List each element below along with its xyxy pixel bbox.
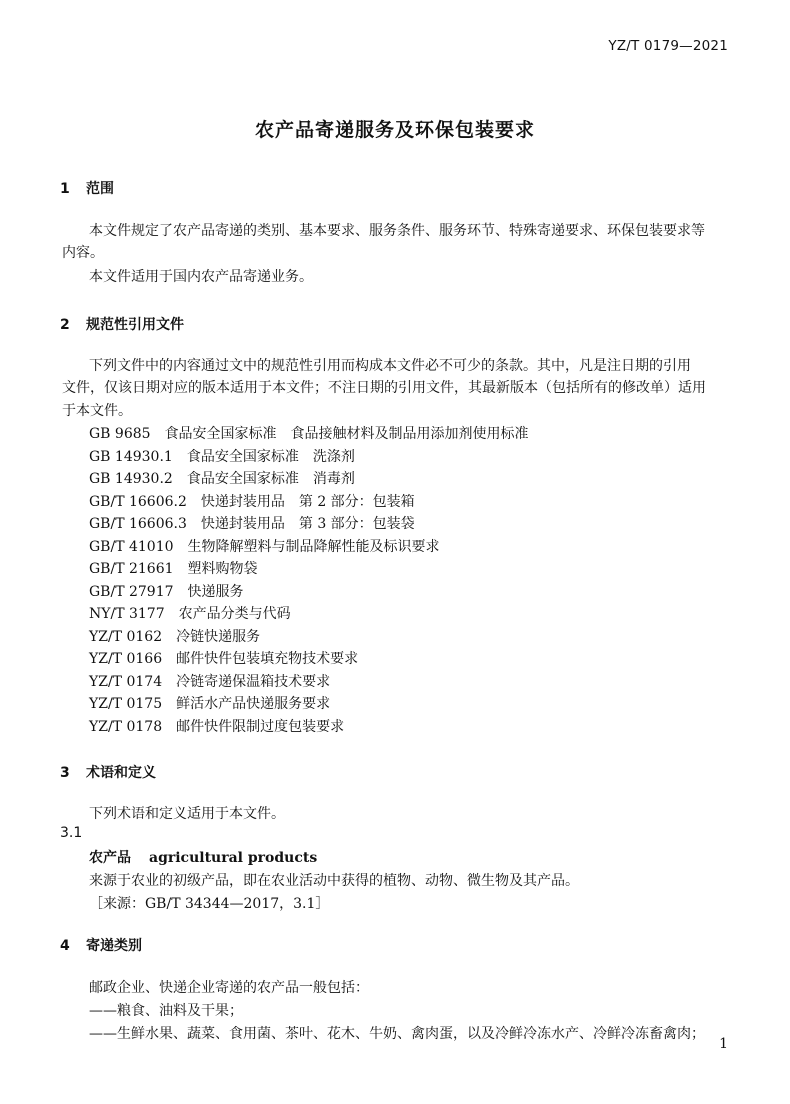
reference-item — [89, 446, 529, 469]
reference-item — [89, 468, 529, 491]
reference-title: 食品安全国家标准 食品接触材料及制品用添加剂使用标准 — [164, 426, 529, 442]
reference-code: NY/T 3177 — [89, 606, 165, 622]
reference-item — [89, 581, 529, 604]
term-english: agricultural products — [149, 850, 318, 866]
reference-item — [89, 536, 529, 559]
section-title: 寄递类别 — [86, 938, 142, 954]
category-item: ——粮食、油料及干果； — [89, 1003, 243, 1019]
term-heading — [89, 847, 317, 867]
section-number: 2 — [60, 317, 70, 333]
reference-title: 农产品分类与代码 — [178, 606, 291, 622]
reference-title: 塑料购物袋 — [187, 561, 258, 577]
reference-title: 食品安全国家标准 消毒剂 — [186, 471, 355, 487]
reference-item — [89, 603, 529, 626]
reference-item — [89, 671, 529, 694]
scope-paragraph-2: 本文件适用于国内农产品寄递业务。 — [89, 269, 313, 285]
references-intro-line-3: 于本文件。 — [62, 403, 132, 419]
reference-title: 食品安全国家标准 洗涤剂 — [186, 448, 355, 465]
reference-code: YZ/T 0166 — [89, 651, 163, 667]
section-number: 1 — [60, 181, 70, 197]
term-chinese: 农产品 — [89, 850, 131, 866]
reference-item — [89, 423, 529, 446]
section-1-heading — [60, 178, 114, 198]
reference-code: GB 14930.2 — [89, 471, 173, 487]
reference-code: GB 14930.1 — [89, 448, 173, 465]
reference-item — [89, 648, 529, 671]
reference-code: GB/T 21661 — [89, 561, 174, 577]
reference-code: GB/T 16606.3 — [89, 516, 187, 532]
reference-title: 快递服务 — [187, 583, 244, 600]
reference-item — [89, 491, 529, 514]
page-number: 1 — [719, 1036, 728, 1052]
reference-title: 邮件快件限制过度包装要求 — [176, 718, 345, 735]
section-2-heading — [60, 314, 184, 334]
term-definition: 来源于农业的初级产品，即在农业活动中获得的植物、动物、微生物及其产品。 — [89, 873, 579, 889]
term-source: ［来源：GB/T 34344—2017，3.1］ — [89, 896, 330, 912]
term-number: 3.1 — [60, 825, 83, 841]
scope-paragraph-line-2: 内容。 — [62, 245, 104, 261]
reference-list — [89, 423, 529, 738]
reference-item — [89, 716, 529, 739]
references-intro-line-2: 文件，仅该日期对应的版本适用于本文件；不注日期的引用文件，其最新版本（包括所有的修改单）适用 — [62, 380, 706, 396]
reference-title: 快递封装用品 第 2 部分：包装箱 — [200, 493, 415, 510]
reference-title: 冷链寄递保温箱技术要求 — [176, 673, 331, 690]
reference-code: GB/T 27917 — [89, 583, 174, 600]
section-3-heading — [60, 762, 156, 782]
reference-title: 快递封装用品 第 3 部分：包装袋 — [200, 516, 415, 532]
section-4-heading — [60, 935, 142, 955]
reference-title: 生物降解塑料与制品降解性能及标识要求 — [187, 538, 440, 555]
section-title: 规范性引用文件 — [86, 317, 184, 333]
reference-title: 邮件快件包装填充物技术要求 — [176, 651, 359, 667]
reference-item — [89, 693, 529, 716]
reference-item — [89, 513, 529, 536]
reference-code: GB 9685 — [89, 426, 151, 442]
standard-code: YZ/T 0179—2021 — [608, 38, 728, 54]
section-number: 3 — [60, 765, 70, 781]
document-title: 农产品寄递服务及环保包装要求 — [254, 119, 535, 141]
section-title: 术语和定义 — [86, 765, 156, 781]
reference-code: GB/T 16606.2 — [89, 493, 187, 510]
scope-paragraph-line-1: 本文件规定了农产品寄递的类别、基本要求、服务条件、服务环节、特殊寄递要求、环保包装要求等 — [89, 223, 705, 239]
reference-code: YZ/T 0174 — [89, 673, 163, 690]
reference-item — [89, 558, 529, 581]
references-intro-line-1: 下列文件中的内容通过文中的规范性引用而构成本文件必不可少的条款。其中，凡是注日期的引用 — [89, 358, 691, 374]
reference-code: YZ/T 0178 — [89, 718, 163, 735]
terms-intro: 下列术语和定义适用于本文件。 — [89, 806, 285, 822]
section-number: 4 — [60, 938, 70, 954]
reference-title: 冷链快递服务 — [176, 628, 261, 645]
reference-code: YZ/T 0175 — [89, 696, 163, 712]
reference-code: YZ/T 0162 — [89, 628, 163, 645]
reference-title: 鲜活水产品快递服务要求 — [176, 696, 331, 712]
category-item: ——生鲜水果、蔬菜、食用菌、茶叶、花木、牛奶、禽肉蛋，以及冷鲜冷冻水产、冷鲜冷冻畜禽肉； — [89, 1026, 705, 1042]
section-title: 范围 — [86, 181, 114, 197]
reference-code: GB/T 41010 — [89, 538, 174, 555]
categories-intro: 邮政企业、快递企业寄递的农产品一般包括： — [89, 980, 369, 996]
reference-item — [89, 626, 529, 649]
